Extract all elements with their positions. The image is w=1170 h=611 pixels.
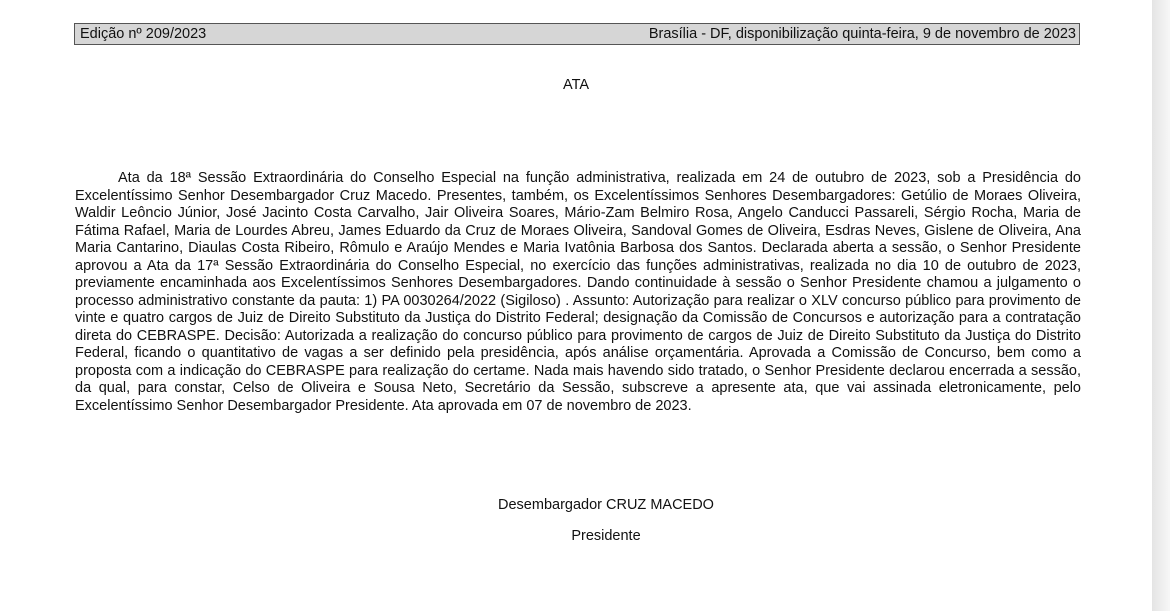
document-title: ATA [562,77,590,93]
edition-number: Edição nº 209/2023 [80,26,207,42]
edition-header-bar [74,23,1080,45]
publication-location-date: Brasília - DF, disponibilização quinta-feira, 9 de novembro de 2023 [648,26,1076,42]
signature-role: Presidente [571,528,641,544]
minutes-body-text: Ata da 18ª Sessão Extraordinária do Conselho Especial na função administrativa, realizada em 24 de outubro de 2023, sob a Presidência do Excelentíssimo Senhor Desembargador Cruz Macedo. Presentes, também, os Excelentíssimos Senhores Desembargadores: Getúlio de Moraes Oliveira, Waldir Leôncio Júnior, José Jacinto Costa Carvalho, Jair Oliveira Soares, Mário-Zam Belmiro Rosa, Angelo Canducci Passareli, Sérgio Rocha, Maria de Fátima Rafael, Maria de Lourdes Abreu, James Eduardo da Cruz de Moraes Oliveira, Sandoval Gomes de Oliveira, Esdras Neves, Gislene de Oliveira, Ana Maria Cantarino, Diaulas Costa Ribeiro, Rômulo e Araújo Mendes e Maria Ivatônia Barbosa dos Santos. Declarada aberta a sessão, o Senhor Presidente aprovou a Ata da 17ª Sessão Extraordinária do Conselho Especial, no exercício das funções administrativas, realizada no dia 10 de outubro de 2023, previamente encaminhada aos Excelentíssimos Senhores Desembargadores. Dando continuidade à sessão o Senhor Presidente chamou a julgamento o processo administrativo constante da pauta: 1) PA 0030264/2022 (Sigiloso) . Assunto: Autorização para realizar o XLV concurso público para provimento de vinte e quatro cargos de Juiz de Direito Substituto da Justiça do Distrito Federal; designação da Comissão de Concursos e autorização para a contratação direta do CEBRASPE. Decisão: Autorizada a realização do concurso público para provimento de cargos de Juiz de Direito Substituto da Justiça do Distrito Federal, ficando o quantitativo de vagas a ser definido pela presidência, após análise orçamentária. Aprovada a Comissão de Concurso, bem como a proposta com a indicação do CEBRASPE para realização do certame. Nada mais havendo sido tratado, o Senhor Presidente declarou encerrada a sessão, da qual, para constar, Celso de Oliveira e Sousa Neto, Secretário da Sessão, subscreve a apresente ata, que vai assinada eletronicamente, pelo Excelentíssimo Senhor Desembargador Presidente. Ata aprovada em 07 de novembro de 2023. [75,170,1081,414]
page-edge-shadow [1152,0,1170,611]
signature-name: Desembargador CRUZ MACEDO [498,497,714,513]
